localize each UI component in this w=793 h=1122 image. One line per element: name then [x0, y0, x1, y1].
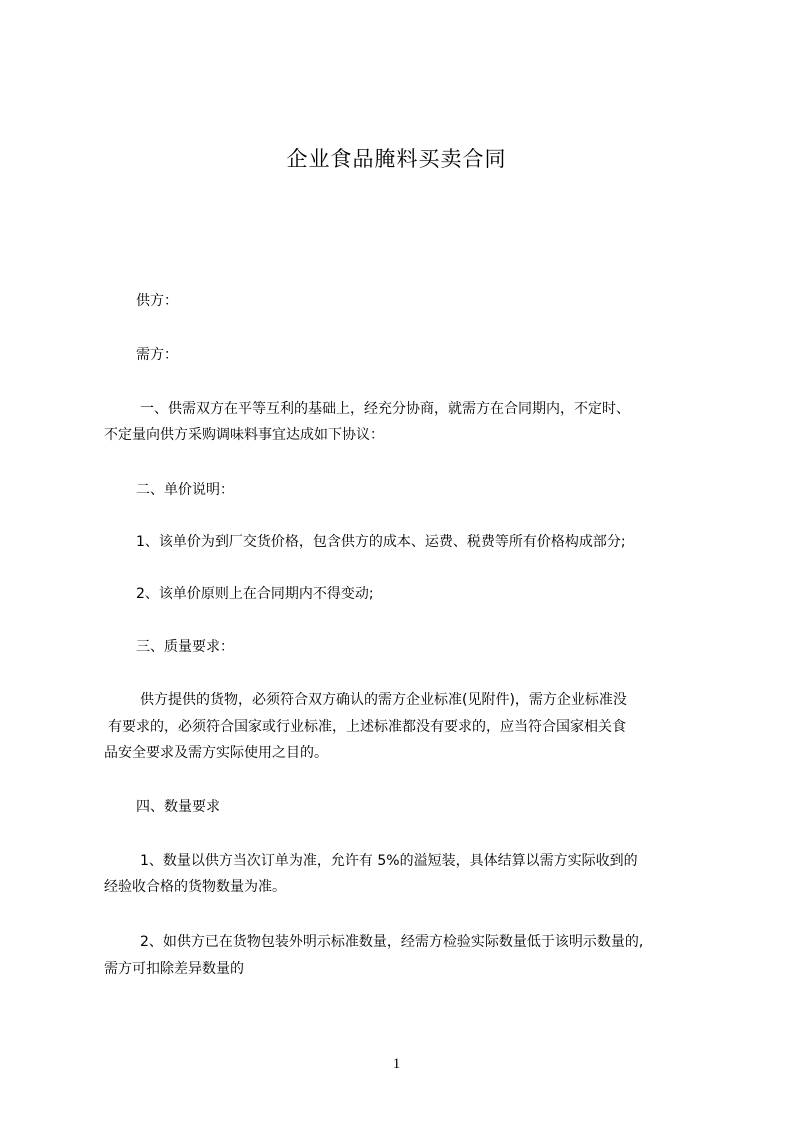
clause1-line1: 一、供需双方在平等互利的基础上，经充分协商，就需方在合同期内，不定时、 — [140, 401, 630, 417]
document-title: 企业食品腌料买卖合同 — [286, 147, 507, 171]
section3-heading: 三、质量要求： — [136, 639, 234, 655]
section4-item1-line2: 经验收合格的货物数量为准。 — [104, 879, 286, 895]
section3-body-line1: 供方提供的货物，必须符合双方确认的需方企业标准(见附件)，需方企业标准没 — [140, 692, 627, 708]
section4-item1-line1: 1、数量以供方当次订单为准，允许有 5%的溢短装，具体结算以需方实际收到的 — [140, 853, 638, 869]
buyer-label: 需方： — [136, 347, 178, 363]
section3-body-line3: 品安全要求及需方实际使用之目的。 — [104, 745, 328, 761]
section4-heading: 四、数量要求 — [136, 799, 220, 815]
section3-body-line2: 有要求的，必须符合国家或行业标准，上述标准都没有要求的，应当符合国家相关食 — [108, 719, 626, 735]
page-number: 1 — [392, 1056, 401, 1072]
section2-item1: 1、该单价为到厂交货价格，包含供方的成本、运费、税费等所有价格构成部分; — [136, 534, 626, 550]
section2-heading: 二、单价说明： — [136, 482, 234, 498]
section2-item2: 2、该单价原则上在合同期内不得变动; — [136, 586, 374, 602]
section4-item2-line1: 2、如供方已在货物包装外明示标准数量，经需方检验实际数量低于该明示数量的, — [140, 934, 644, 950]
supplier-label: 供方： — [136, 293, 178, 309]
section4-item2-line2: 需方可扣除差异数量的 — [104, 961, 244, 977]
clause1-line2: 不定量向供方采购调味料事宜达成如下协议： — [104, 427, 384, 443]
